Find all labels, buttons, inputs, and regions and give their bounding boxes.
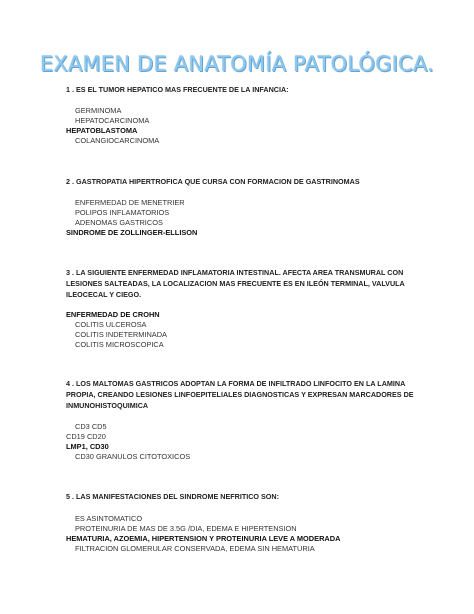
question-3-option-c: COLITIS INDETERMINADA — [75, 330, 167, 339]
question-3-option-a: ENFERMEDAD DE CROHN — [66, 310, 160, 319]
question-3-text: 3 . LA SIGUIENTE ENFERMEDAD INFLAMATORIA INTESTINAL. AFECTA AREA TRANSMURAL CON LESIONES SALTEADAS, LA LOCALIZACION MAS FRECUENTE ES EN ILEÓN TERMINAL, VALVULA ILEOCECAL Y CIEGO. — [66, 268, 405, 299]
question-1-option-c: HEPATOBLASTOMA — [66, 126, 138, 135]
question-4-text: 4 . LOS MALTOMAS GASTRICOS ADOPTAN LA FORMA DE INFILTRADO LINFOCITO EN LA LAMINA PROPIA, CREANDO LESIONES LINFOEPITELIALES DIAGNOSTICAS Y EXPRESAN MARCADORES DE INMUNOHISTOQUIMICA — [66, 379, 414, 410]
question-2-text: 2 . GASTROPATIA HIPERTROFICA QUE CURSA CON FORMACION DE GASTRINOMAS — [66, 177, 360, 186]
question-1-text: 1 . ES EL TUMOR HEPATICO MAS FRECUENTE DE LA INFANCIA: — [66, 85, 289, 94]
question-1-option-d: COLANGIOCARCINOMA — [75, 136, 160, 145]
question-2-option-d: SINDROME DE ZOLLINGER-ELLISON — [66, 228, 198, 237]
question-1-option-b: HEPATOCARCINOMA — [75, 116, 150, 125]
question-5-option-b: PROTEINURIA DE MAS DE 3.5G /DIA, EDEMA E HIPERTENSION — [75, 524, 297, 533]
question-1-option-a: GERMINOMA — [75, 106, 122, 115]
question-5-option-a: ES ASINTOMATICO — [75, 514, 143, 523]
question-4-option-b: CD19 CD20 — [66, 432, 106, 441]
question-5-option-c: HEMATURIA, AZOEMIA, HIPERTENSION Y PROTEINURIA LEVE A MODERADA — [66, 534, 341, 543]
question-4-option-c: LMP1, CD30 — [66, 442, 109, 451]
question-4-option-a: CD3 CD5 — [75, 422, 107, 431]
question-2-option-b: POLIPOS INFLAMATORIOS — [75, 208, 170, 217]
question-5-text: 5 . LAS MANIFESTACIONES DEL SINDROME NEFRITICO SON: — [66, 492, 279, 501]
question-4-option-d: CD30 GRANULOS CITOTOXICOS — [75, 452, 191, 461]
question-2-option-c: ADENOMAS GASTRICOS — [75, 218, 163, 227]
question-3-option-d: COLITIS MICROSCOPICA — [75, 340, 164, 349]
question-2-option-a: ENFERMEDAD DE MENETRIER — [75, 198, 185, 207]
question-3-option-b: COLITIS ULCEROSA — [75, 320, 147, 329]
question-5-option-d: FILTRACION GLOMERULAR CONSERVADA, EDEMA SIN HEMATURIA — [75, 544, 315, 553]
page-title: EXAMEN DE ANATOMÍA PATOLÓGICA. — [39, 52, 435, 76]
